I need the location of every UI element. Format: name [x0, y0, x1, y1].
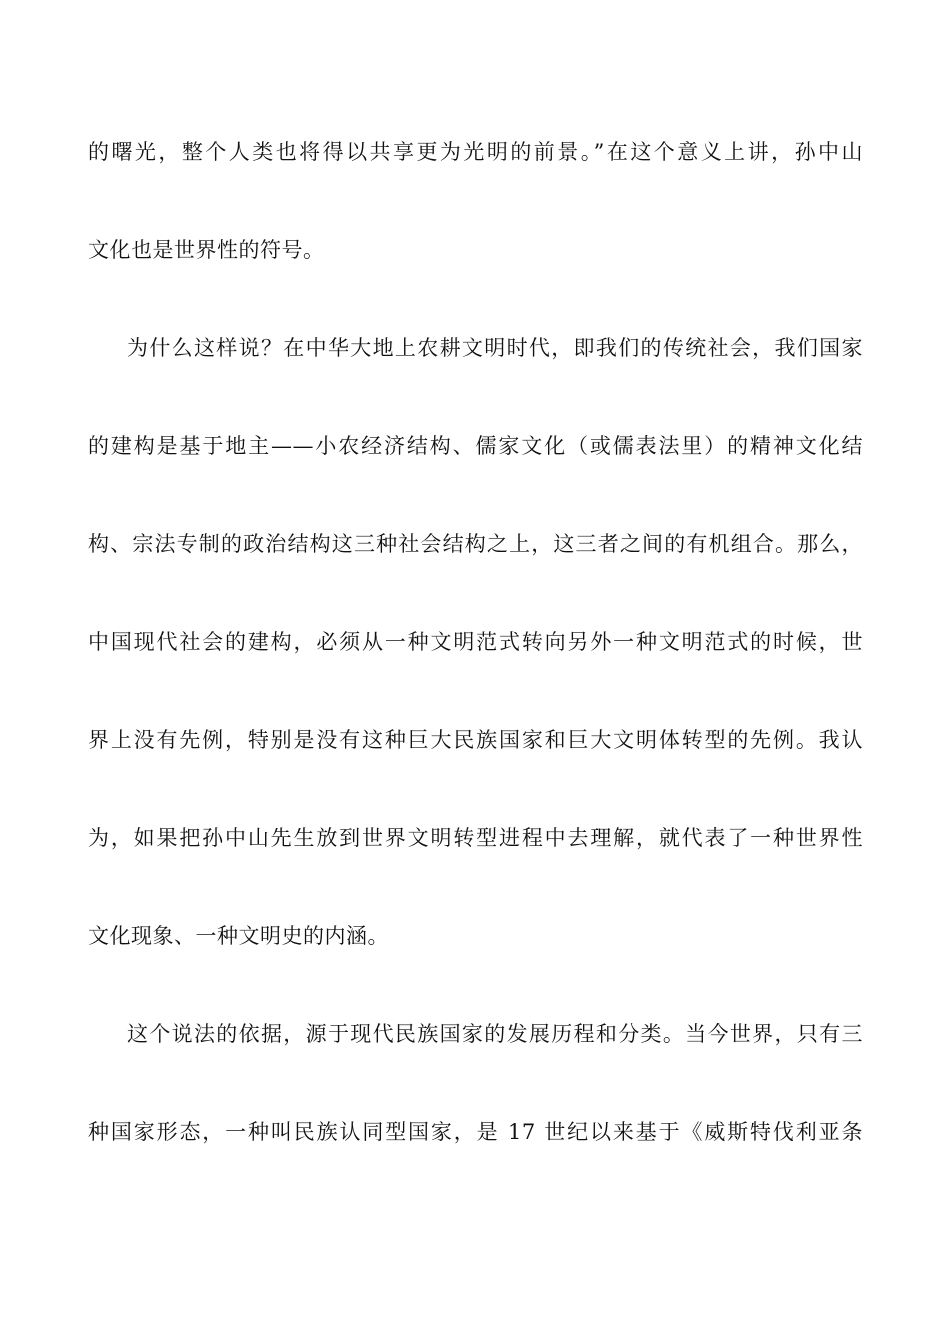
text-line: 文化也是世界性的符号。 — [88, 238, 325, 262]
text-line: 的曙光，整个人类也将得以共享更为光明的前景。”在这个意义上讲，孙中山 — [88, 140, 863, 164]
text-line: 为，如果把孙中山先生放到世界文明转型进程中去理解，就代表了一种世界性 — [88, 826, 863, 850]
text-line: 中国现代社会的建构，必须从一种文明范式转向另外一种文明范式的时候，世 — [88, 630, 863, 654]
text-line: 这个说法的依据，源于现代民族国家的发展历程和分类。当今世界，只有三 — [127, 1022, 863, 1046]
text-line: 文化现象、一种文明史的内涵。 — [88, 924, 389, 948]
text-line: 构、宗法专制的政治结构这三种社会结构之上，这三者之间的有机组合。那么， — [88, 532, 863, 556]
text-line: 的建构是基于地主——小农经济结构、儒家文化（或儒表法里）的精神文化结 — [88, 434, 863, 458]
text-line: 种国家形态，一种叫民族认同型国家，是 17 世纪以来基于《威斯特伐利亚条 — [88, 1120, 863, 1144]
text-line: 界上没有先例，特别是没有这种巨大民族国家和巨大文明体转型的先例。我认 — [88, 728, 863, 752]
text-line: 为什么这样说？在中华大地上农耕文明时代，即我们的传统社会，我们国家 — [127, 336, 863, 360]
